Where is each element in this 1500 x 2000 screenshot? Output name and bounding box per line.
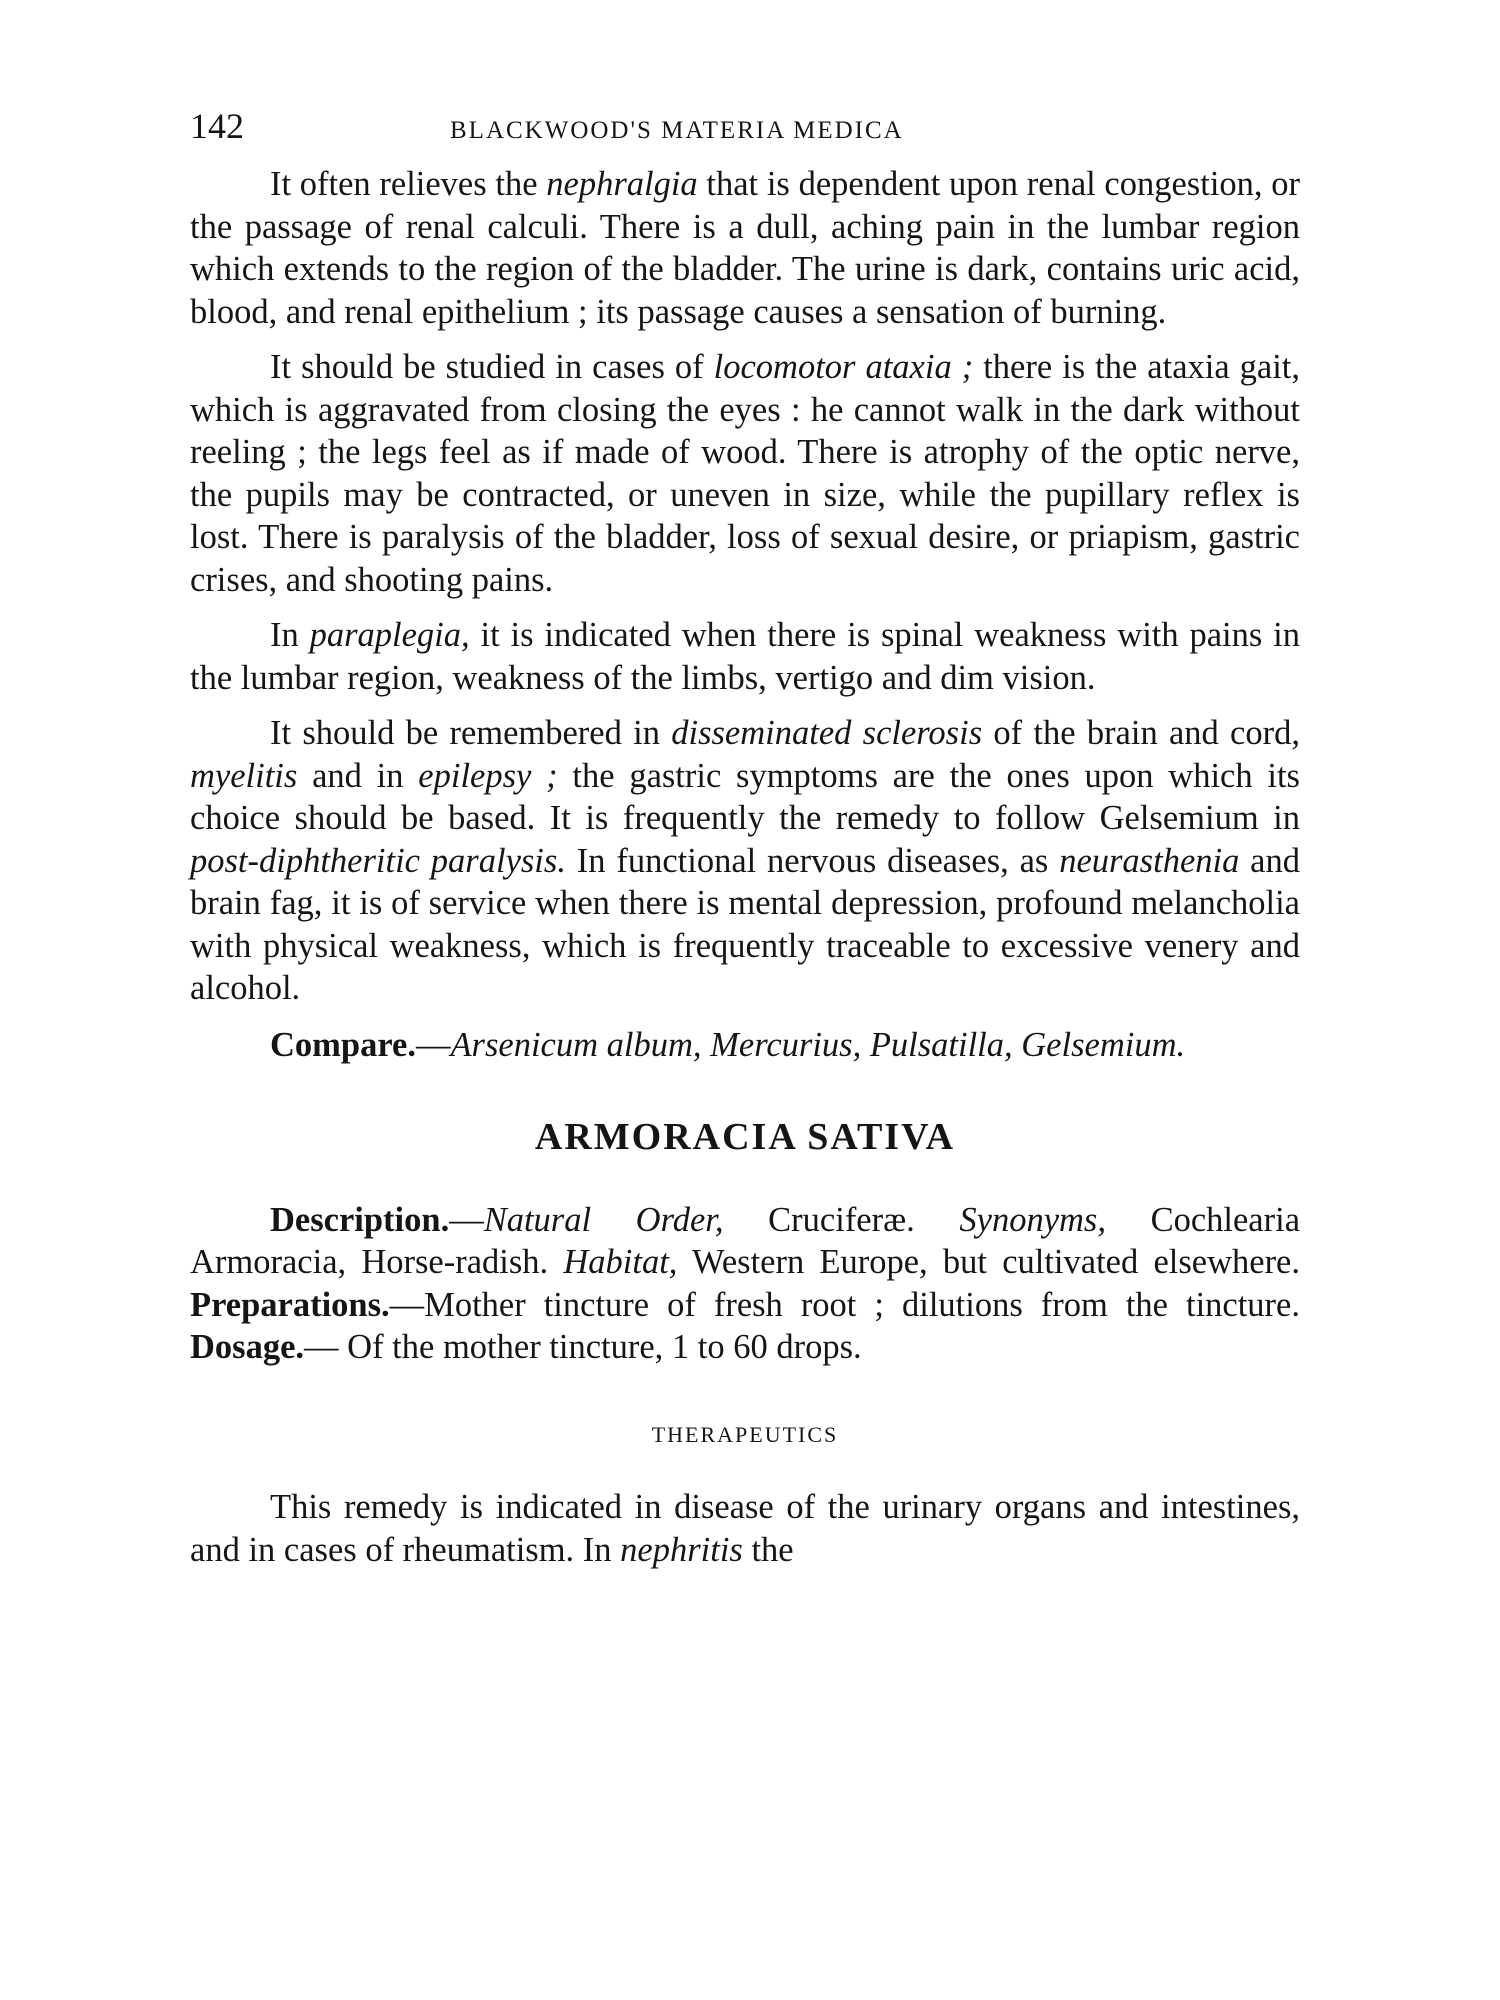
- page-number: 142: [190, 106, 244, 146]
- text-run: Western Europe, but cultivated elsewhere.: [677, 1243, 1300, 1281]
- text-run: there is the ataxia gait, which is aggravated from closing the eyes : he cannot walk in the dark without reeling ; the legs feel as if made of wood. There is atrophy of the optic nerve, the pupils may be contracted, or uneven in size, while the pupillary reflex is lost. There is paralysis of the bladder, loss of sexual desire, or priapism, gastric crises, and shooting pains.: [190, 348, 1301, 599]
- text-run: —: [449, 1200, 484, 1239]
- paragraph-sclerosis: [190, 712, 1300, 1010]
- italic-term: disseminated sclerosis: [671, 714, 983, 752]
- text-run: and in: [297, 756, 419, 795]
- text-run: the gastric symptoms are the ones upon which its choice should be based. It is frequently the remedy to follow Gelsemium in: [190, 756, 1300, 837]
- paragraph-locomotor-ataxia: [190, 346, 1300, 601]
- italic-term: neurasthenia: [1059, 841, 1240, 880]
- italic-term: Habitat,: [563, 1243, 678, 1281]
- text-run: it is indicated when there is spinal weakness with pains in the lumbar region, weakness of the limbs, vertigo and dim vision.: [190, 616, 1300, 697]
- italic-term: post-diphtheritic paralysis.: [190, 841, 566, 880]
- text-run: —Mother tincture of fresh root ; dilutions from the tincture.: [389, 1285, 1300, 1324]
- italic-term: paraplegia,: [309, 616, 470, 654]
- paragraph-compare: [190, 1024, 1300, 1067]
- running-title: BLACKWOOD'S MATERIA MEDICA: [450, 117, 904, 144]
- text-run: It often relieves the: [270, 165, 547, 203]
- text-run: of the brain and cord,: [982, 714, 1300, 752]
- text-run: In functional nervous diseases, as: [565, 841, 1060, 880]
- italic-term: locomotor ataxia ;: [713, 348, 974, 386]
- compare-label: Compare.: [270, 1025, 416, 1064]
- text-run: that is dependent upon renal congestion, or the passage of renal calculi. There is a dull, aching pain in the lumbar region which extends to the region of the bladder. The urine is dark, contains uric acid, blood, and renal epithelium ; its passage causes a sensation of burning.: [190, 165, 1300, 331]
- italic-term: nephralgia: [546, 165, 698, 203]
- paragraph-nephralgia: [190, 163, 1300, 333]
- running-head: [190, 105, 1300, 155]
- preparations-label: Preparations.: [190, 1285, 390, 1324]
- text-run: It should be remembered in: [270, 714, 672, 752]
- text-run: —: [415, 1025, 451, 1064]
- paragraph-therapeutics: [190, 1486, 1300, 1571]
- subsection-title: THERAPEUTICS: [651, 1421, 839, 1447]
- text-run: — Of the mother tincture, 1 to 60 drops.: [304, 1328, 862, 1366]
- text-run: This remedy is indicated in disease of the urinary organs and intestines, and in cases of rheumatism. In: [190, 1488, 1300, 1569]
- text-run: It should be studied in cases of: [270, 348, 714, 386]
- section-title: ARMORACIA SATIVA: [534, 1116, 956, 1158]
- dosage-label: Dosage.: [190, 1328, 305, 1366]
- italic-term: Natural Order,: [483, 1200, 724, 1239]
- italic-term: myelitis: [190, 756, 298, 795]
- paragraph-description: [190, 1199, 1300, 1369]
- text-run: Cruciferæ.: [723, 1200, 960, 1239]
- italic-term: nephritis: [620, 1530, 743, 1569]
- text-run: the: [742, 1530, 794, 1569]
- book-page: [190, 105, 1300, 1571]
- text-run: and brain fag, it is of service when there is mental depression, profound melancholia with physical weakness, which is frequently traceable to excessive venery and alcohol.: [190, 841, 1300, 1007]
- compare-remedy-list: Arsenicum album, Mercurius, Pulsatilla, Gelsemium.: [450, 1025, 1186, 1064]
- text-run: In: [270, 616, 310, 654]
- italic-term: Synonyms,: [959, 1200, 1106, 1239]
- paragraph-paraplegia: [190, 614, 1300, 699]
- text-run: Cochlearia Armoracia, Horse-radish.: [190, 1200, 1301, 1281]
- description-label: Description.: [270, 1200, 450, 1239]
- italic-term: epilepsy ;: [418, 756, 558, 795]
